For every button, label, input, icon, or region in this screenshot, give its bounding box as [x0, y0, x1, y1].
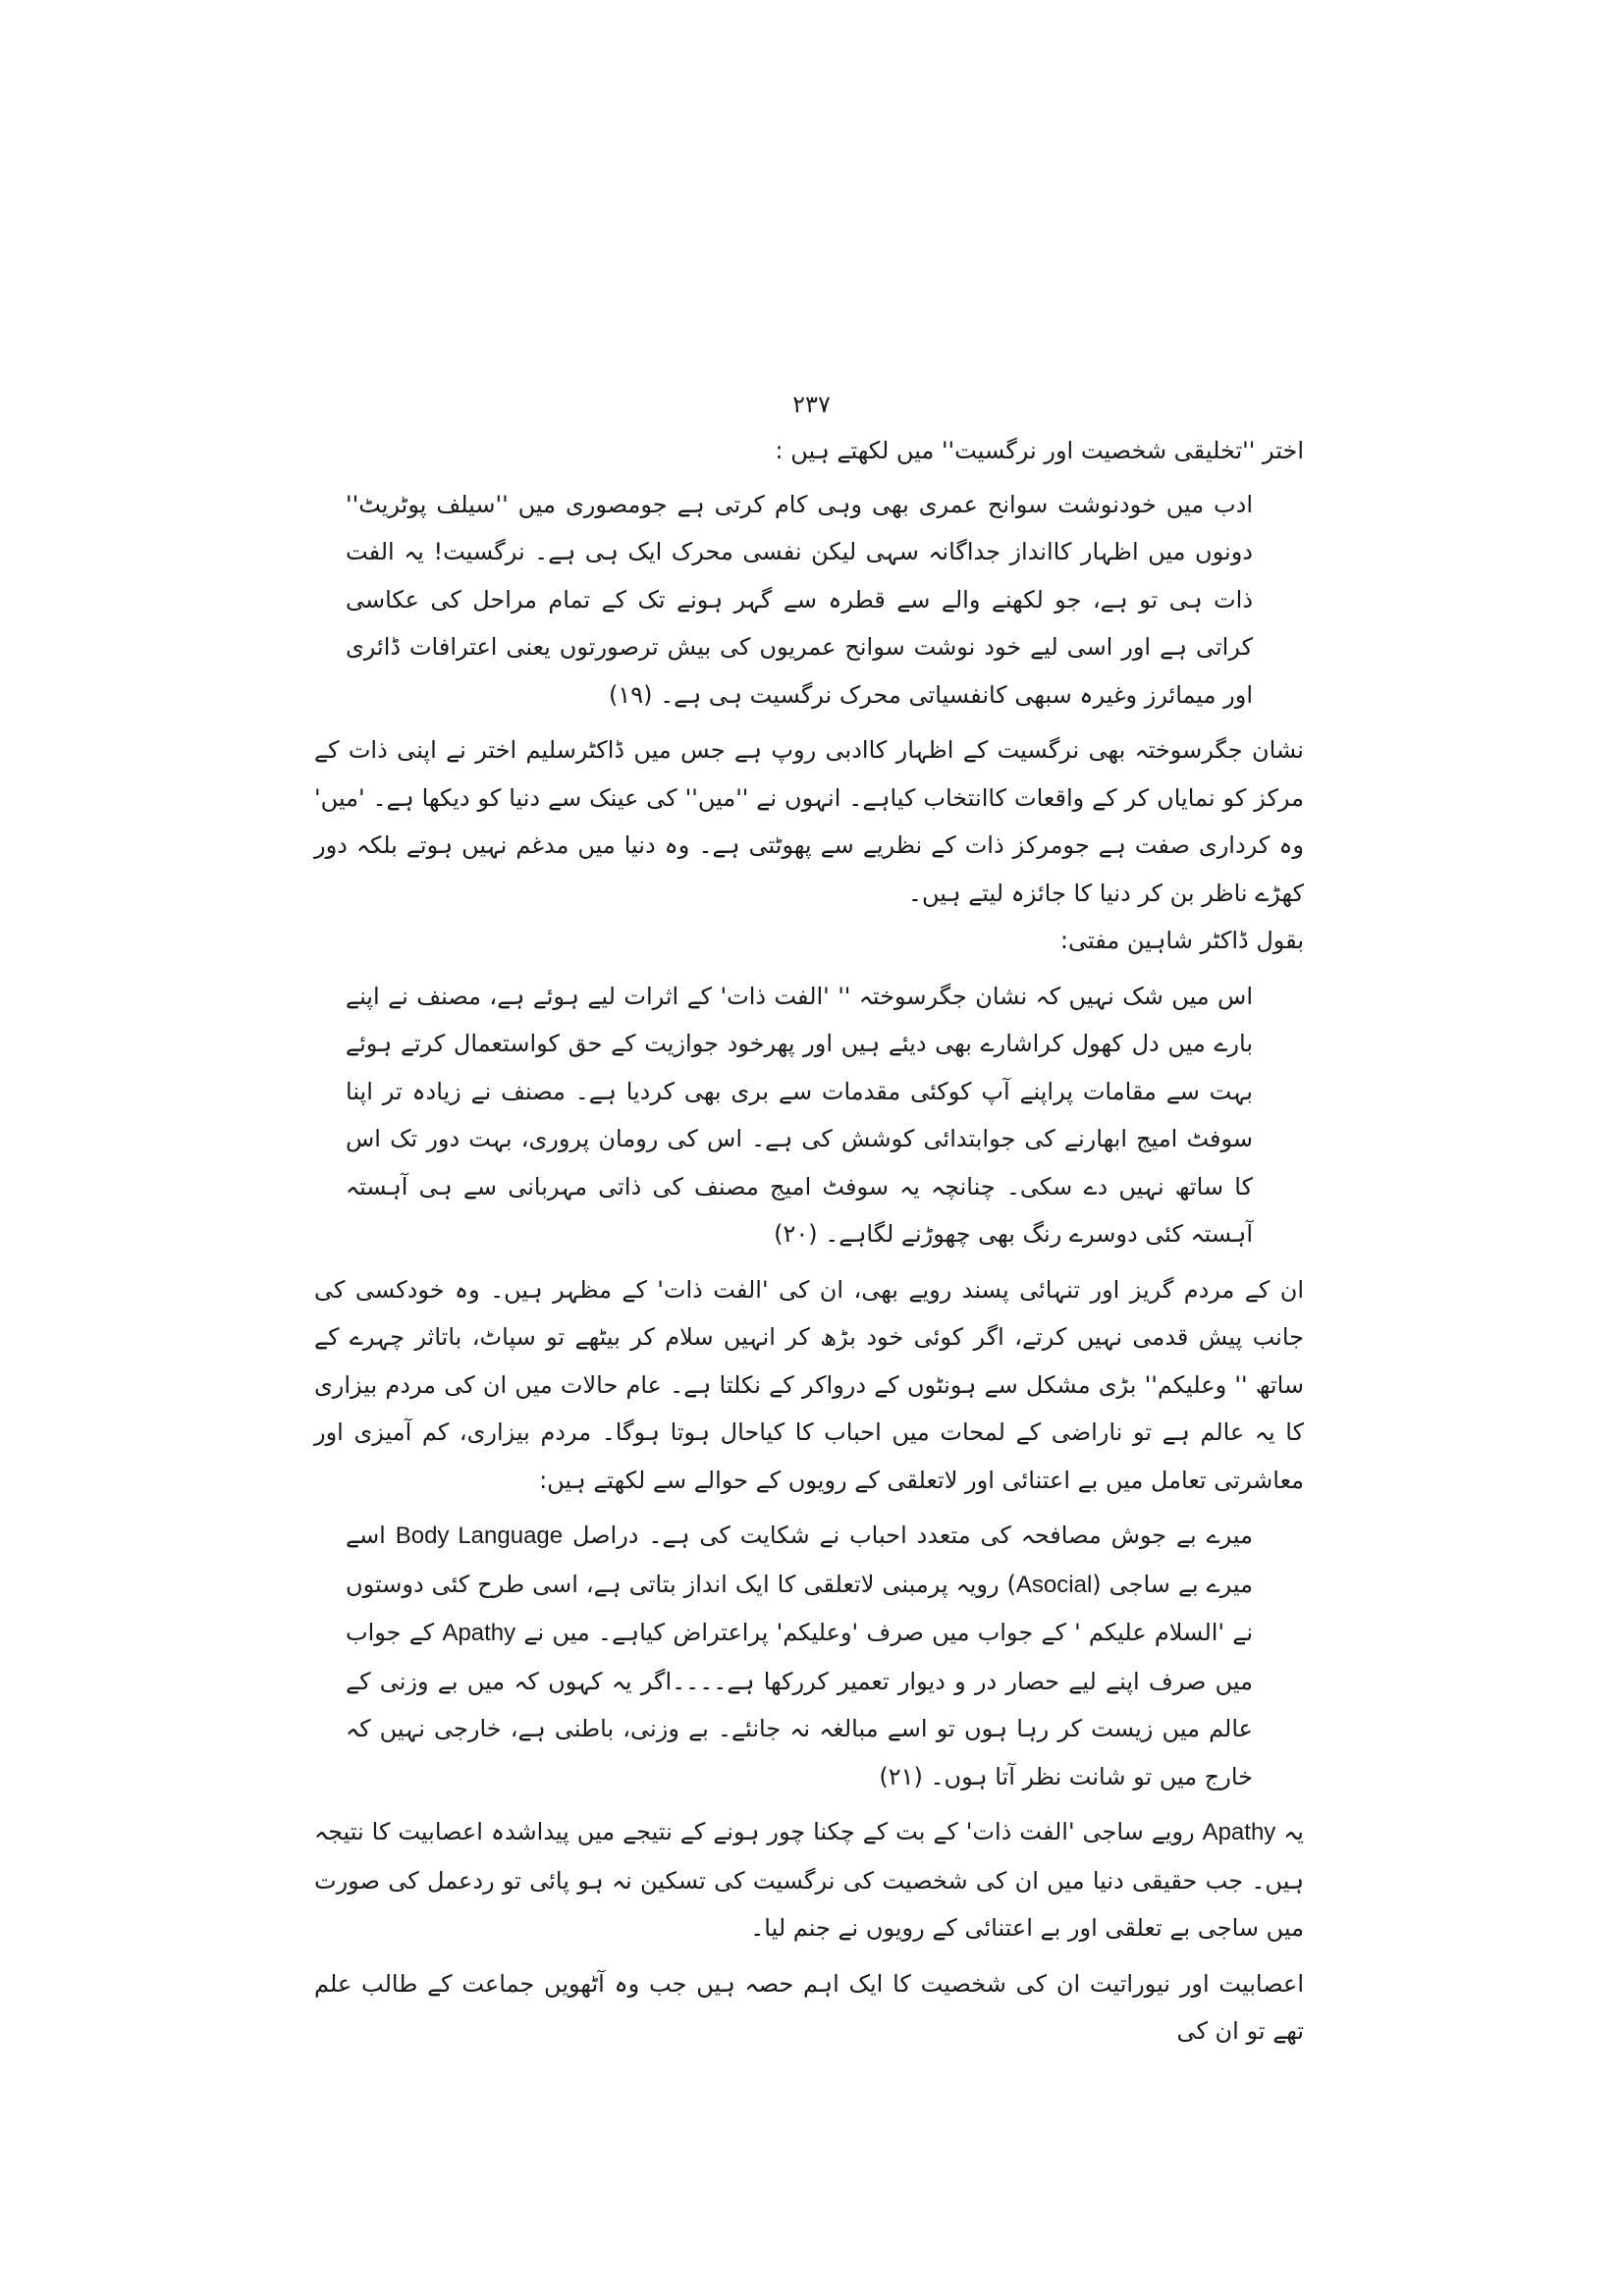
- page-body: [314, 427, 1304, 2056]
- page-number: ۲۳۷: [792, 391, 831, 418]
- para3-text-b: رویے ساجی 'الفت ذات' کے بت کے چکنا چور ہونے کے نتیجے میں پیداشدہ اعصابیت کا نتیجہ ہیں۔ جب حقیقی دنیا میں ان کی شخصیت کی نرگسیت کی تسکین نہ ہو پائی تو ردعمل کی صورت میں ساجی بے تعلقی اور بے اعتنائی کے رویوں نے جنم لیا۔: [314, 1818, 1304, 1942]
- term-apathy-2: Apathy: [1202, 1819, 1276, 1845]
- paragraph-3: [314, 1808, 1304, 1952]
- quote3-text-d: کے جواب میں صرف اپنے لیے حصار در و دیوار تعمیر کررکھا ہے۔۔۔۔اگر یہ کہوں کہ میں بے وزنی کے عالم میں زیست کر رہا ہوں تو اسے مبالغہ نہ جانئے۔ بے وزنی، باطنی ہے، خارجی نہیں کہ خارج میں تو شانت نظر آتا ہوں۔ (۲۱): [346, 1619, 1253, 1790]
- paragraph-1: نشان جگرسوختہ بھی نرگسیت کے اظہار کاادبی روپ ہے جس میں ڈاکٹرسلیم اختر نے اپنی ذات کے مرکز کو نمایاں کر کے واقعات کاانتخاب کیاہے۔ انہوں نے ''میں'' کی عینک سے دنیا کو دیکھا ہے۔ 'میں' وہ کرداری صفت ہے جومرکز ذات کے نظریے سے پھوٹتی ہے۔ وہ دنیا میں مدغم نہیں ہوتے بلکہ دور کھڑے ناظر بن کر دنیا کا جائزہ لیتے ہیں۔: [314, 736, 1304, 907]
- block-quote-2: اس میں شک نہیں کہ نشان جگرسوختہ '' 'الفت ذات' کے اثرات لیے ہوئے ہے، مصنف نے اپنے بارے میں دل کھول کراشارے بھی دیئے ہیں اور پھرخود جوازیت کے حق کواستعمال کرتے ہوئے بہت سے مقامات پراپنے آپ کوکئی مقدمات سے بری بھی کردیا ہے۔ مصنف نے زیادہ تر اپنا سوفٹ امیج ابھارنے کی جوابتدائی کوشش کی ہے۔ اس کی رومان پروری، بہت دور تک اس کا ساتھ نہیں دے سکی۔ چنانچہ یہ سوفٹ امیج مصنف کی ذاتی مہربانی سے ہی آہستہ آہستہ کئی دوسرے رنگ بھی چھوڑنے لگاہے۔ (۲۰): [346, 982, 1253, 1248]
- paragraph-4: اعصابیت اور نیوراتیت ان کی شخصیت کا ایک اہم حصہ ہیں جب وہ آٹھویں جماعت کے طالب علم تھے تو ان کی: [314, 1969, 1304, 2045]
- term-asocial: Asocial: [1015, 1571, 1093, 1598]
- term-body-language: Body Language: [395, 1522, 564, 1549]
- paragraph-2: ان کے مردم گریز اور تنہائی پسند رویے بھی، ان کی 'الفت ذات' کے مظہر ہیں۔ وہ خودکسی کی جانب پیش قدمی نہیں کرتے، اگر کوئی خود بڑھ کر انہیں سلام کر بیٹھے تو سپاٹ، باتاثر چہرے کے ساتھ '' وعلیکم'' بڑی مشکل سے ہونٹوں کے درواکر کے نکلتا ہے۔ عام حالات میں ان کی مردم بیزاری کا یہ عالم ہے تو ناراضی کے لمحات میں احباب کا کیاحال ہوتا ہوگا۔ مردم بیزاری، کم آمیزی اور معاشرتی تعامل میں بے اعتنائی اور لاتعلقی کے رویوں کے حوالے سے لکھتے ہیں:: [314, 1275, 1304, 1494]
- para3-text-a: یہ: [1275, 1818, 1304, 1845]
- quote3-text-a: میرے بے جوش مصافحہ کی متعدد احباب نے شکایت کی ہے۔ دراصل: [563, 1522, 1254, 1549]
- intro-line: اختر ''تخلیقی شخصیت اور نرگسیت'' میں لکھتے ہیں :: [775, 437, 1304, 464]
- term-apathy: Apathy: [442, 1620, 516, 1646]
- quote3-text-b: اسے میرے بے ساجی (: [346, 1522, 1254, 1598]
- block-quote-3: [346, 1512, 1253, 1800]
- attribution-line: بقول ڈاکٹر شاہین مفتی:: [1059, 927, 1304, 954]
- block-quote-1: ادب میں خودنوشت سوانح عمری بھی وہی کام کرتی ہے جومصوری میں ''سیلف پوٹریٹ'' دونوں میں اظہار کاانداز جداگانہ سہی لیکن نفسی محرک ایک ہی ہے۔ نرگسیت! یہ الفت ذات ہی تو ہے، جو لکھنے والے سے قطرہ سے گہر ہونے تک کے تمام مراحل کی عکاسی کراتی ہے اور اسی لیے خود نوشت سوانح عمریوں کی بیش ترصورتوں یعنی اعترافات ڈائری اور میمائرز وغیرہ سبھی کانفسیاتی محرک نرگسیت ہی ہے۔ (۱۹): [346, 490, 1254, 709]
- quote3-text-c: ) رویہ پرمبنی لاتعلقی کا ایک انداز بتاتی ہے، اسی طرح کئی دوستوں نے 'السلام علیکم ' کے جواب میں صرف 'وعلیکم' پراعتراض کیاہے۔ میں نے: [346, 1570, 1253, 1646]
